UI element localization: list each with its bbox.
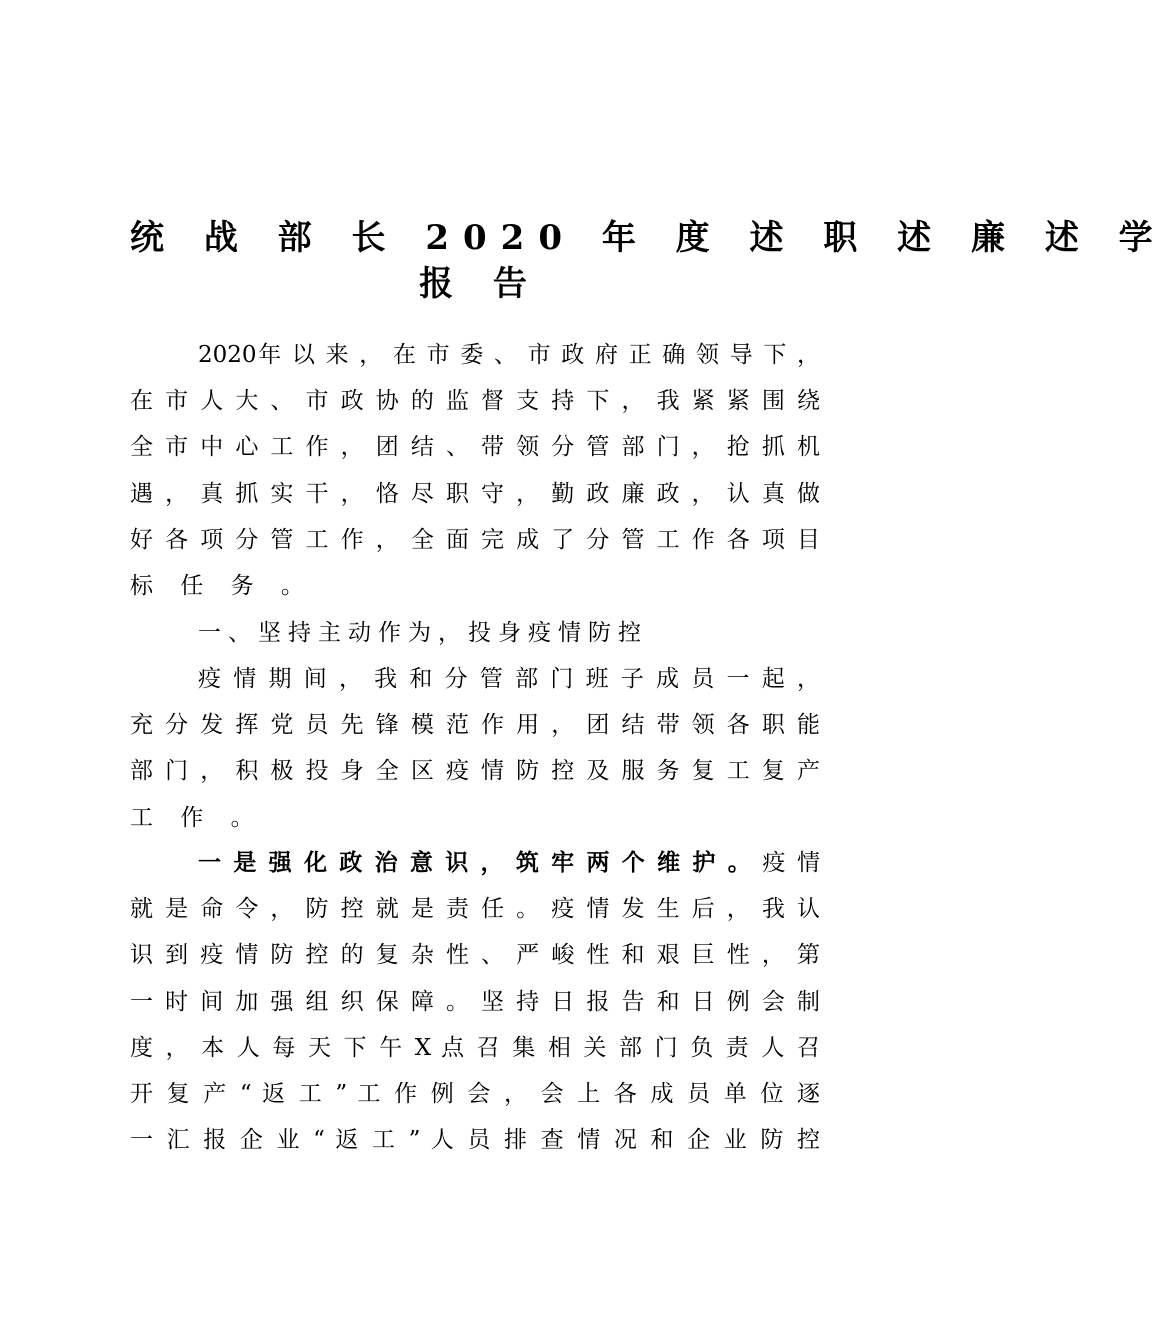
paragraph-line: 工 作 。 — [130, 804, 264, 831]
paragraph-line: 充 分 发 挥 党 员 先 锋 模 范 作 用 ， 团 结 带 领 各 职 能 — [130, 712, 820, 739]
document-title — [130, 215, 1167, 307]
paragraph-line-first — [130, 840, 820, 886]
paragraph-line: 识 到 疫 情 防 控 的 复 杂 性 、 严 峻 性 和 艰 巨 性 ， 第 — [130, 942, 820, 969]
paragraph-line: 遇 ， 真 抓 实 干 ， 恪 尽 职 守 ， 勤 政 廉 政 ， 认 真 做 — [130, 480, 820, 507]
paragraph-line: 2020年 以 来 ， 在 市 委 、 市 政 府 正 确 领 导 下 ， — [198, 342, 820, 368]
point1-first-rest: 疫 情 — [752, 850, 820, 876]
paragraph-line: 一 时 间 加 强 组 织 保 障 。 坚 持 日 报 告 和 日 例 会 制 — [130, 988, 820, 1015]
paragraph-line: 一 汇 报 企 业 “ 返 工 ” 人 员 排 查 情 况 和 企 业 防 控 — [130, 1127, 820, 1154]
point1-lead: 一 是 强 化 政 治 意 识 ， 筑 牢 两 个 维 护 。 — [198, 849, 753, 876]
intro-paragraph — [130, 332, 820, 609]
paragraph-line: 全 市 中 心 工 作 ， 团 结 、 带 领 分 管 部 门 ， 抢 抓 机 — [130, 434, 820, 461]
section-heading: 一、坚持主动作为，投身疫情防控 — [198, 620, 648, 646]
title-line-1: 统 战 部 长 2020 年 度 述 职 述 廉 述 学 — [130, 217, 1167, 258]
section1-paragraph — [130, 656, 820, 841]
paragraph-line: 在 市 人 大 、 市 政 协 的 监 督 支 持 下 ， 我 紧 紧 围 绕 — [130, 388, 820, 415]
paragraph-line: 开 复 产 “ 返 工 ” 工 作 例 会 ， 会 上 各 成 员 单 位 逐 — [130, 1081, 820, 1108]
paragraph-line: 度 ， 本 人 每 天 下 午 X 点 召 集 相 关 部 门 负 责 人 召 — [130, 1034, 820, 1061]
paragraph-line: 标 任 务 。 — [130, 573, 314, 600]
paragraph-line: 部 门 ， 积 极 投 身 全 区 疫 情 防 控 及 服 务 复 工 复 产 — [130, 758, 820, 785]
paragraph-line: 就 是 命 令 ， 防 控 就 是 责 任 。 疫 情 发 生 后 ， 我 认 — [130, 896, 820, 923]
title-line-2: 报 告 — [419, 263, 541, 304]
document-page — [130, 0, 1167, 1344]
point1-paragraph — [130, 840, 820, 1163]
paragraph-line: 疫 情 期 间 ， 我 和 分 管 部 门 班 子 成 员 一 起 ， — [198, 666, 820, 692]
paragraph-line: 好 各 项 分 管 工 作 ， 全 面 完 成 了 分 管 工 作 各 项 目 — [130, 526, 820, 553]
